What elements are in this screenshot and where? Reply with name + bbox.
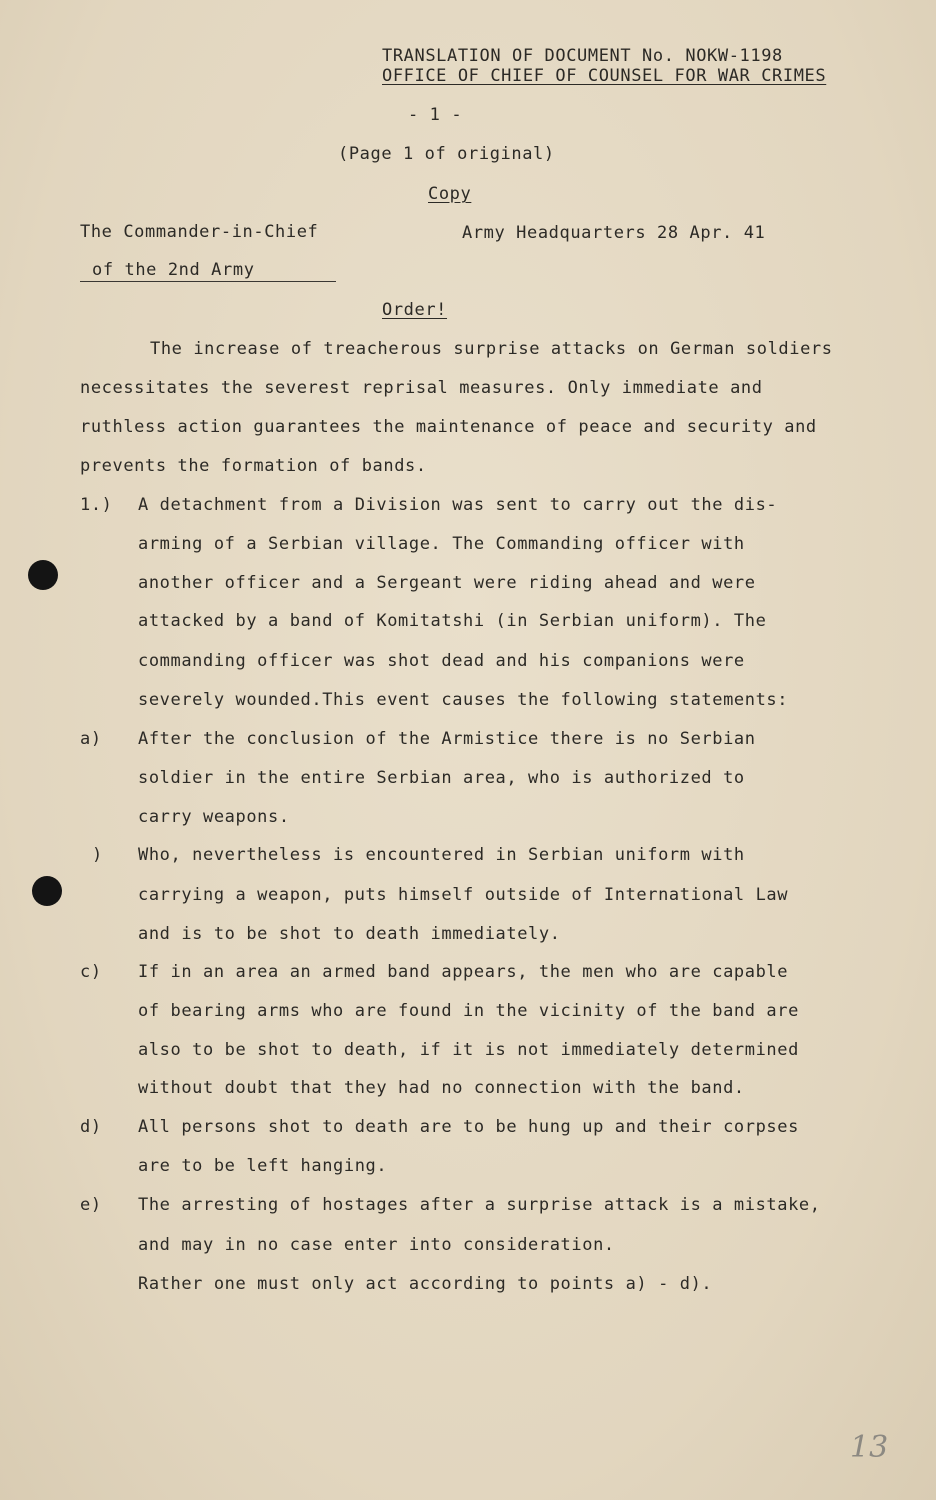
- item-line: severely wounded.This event causes the following statements:: [138, 690, 789, 710]
- translation-heading: TRANSLATION OF DOCUMENT No. NOKW-1198: [382, 46, 783, 66]
- page-marker: - 1 -: [408, 105, 463, 125]
- item-line: without doubt that they had no connection with the band.: [138, 1078, 745, 1098]
- item-line: The arresting of hostages after a surprise attack is a mistake,: [138, 1195, 821, 1215]
- sender-underline: [80, 281, 336, 282]
- intro-line: The increase of treacherous surprise attacks on German soldiers: [150, 339, 833, 359]
- punch-hole: [32, 876, 62, 906]
- copy-label: Copy: [428, 184, 472, 204]
- item-marker: a): [80, 729, 102, 749]
- item-line: another officer and a Sergeant were riding ahead and were: [138, 573, 756, 593]
- item-marker: c): [80, 962, 102, 982]
- item-line: carry weapons.: [138, 807, 290, 827]
- item-line: commanding officer was shot dead and his companions were: [138, 651, 745, 671]
- item-line: A detachment from a Division was sent to carry out the dis-: [138, 495, 778, 515]
- punch-hole: [28, 560, 58, 590]
- sender-line-1: The Commander-in-Chief: [80, 222, 319, 242]
- item-line: All persons shot to death are to be hung up and their corpses: [138, 1117, 799, 1137]
- item-line: Who, nevertheless is encountered in Serbian uniform with: [138, 845, 745, 865]
- item-line: of bearing arms who are found in the vicinity of the band are: [138, 1001, 799, 1021]
- order-title: Order!: [382, 300, 448, 320]
- item-line: After the conclusion of the Armistice there is no Serbian: [138, 729, 756, 749]
- item-line: attacked by a band of Komitatshi (in Serbian uniform). The: [138, 611, 767, 631]
- intro-line: prevents the formation of bands.: [80, 456, 427, 476]
- item-line: Rather one must only act according to points a) - d).: [138, 1274, 713, 1294]
- intro-line: necessitates the severest reprisal measures. Only immediate and: [80, 378, 763, 398]
- handwritten-page-number: 13: [850, 1430, 889, 1465]
- item-marker: e): [80, 1195, 102, 1215]
- page-of-original: (Page 1 of original): [338, 144, 555, 164]
- item-line: carrying a weapon, puts himself outside of International Law: [138, 885, 789, 905]
- item-line: and is to be shot to death immediately.: [138, 924, 561, 944]
- item-line: arming of a Serbian village. The Commanding officer with: [138, 534, 745, 554]
- item-marker: ): [92, 845, 103, 865]
- sender-line-2: of the 2nd Army: [92, 260, 255, 280]
- place-date: Army Headquarters 28 Apr. 41: [462, 223, 766, 243]
- item-marker: d): [80, 1117, 102, 1137]
- item-line: If in an area an armed band appears, the men who are capable: [138, 962, 789, 982]
- intro-line: ruthless action guarantees the maintenance of peace and security and: [80, 417, 817, 437]
- item-line: also to be shot to death, if it is not immediately determined: [138, 1040, 799, 1060]
- item-line: are to be left hanging.: [138, 1156, 388, 1176]
- item-marker: 1.): [80, 495, 113, 515]
- office-heading: OFFICE OF CHIEF OF COUNSEL FOR WAR CRIMES: [382, 66, 827, 86]
- item-line: soldier in the entire Serbian area, who is authorized to: [138, 768, 745, 788]
- item-line: and may in no case enter into consideration.: [138, 1235, 615, 1255]
